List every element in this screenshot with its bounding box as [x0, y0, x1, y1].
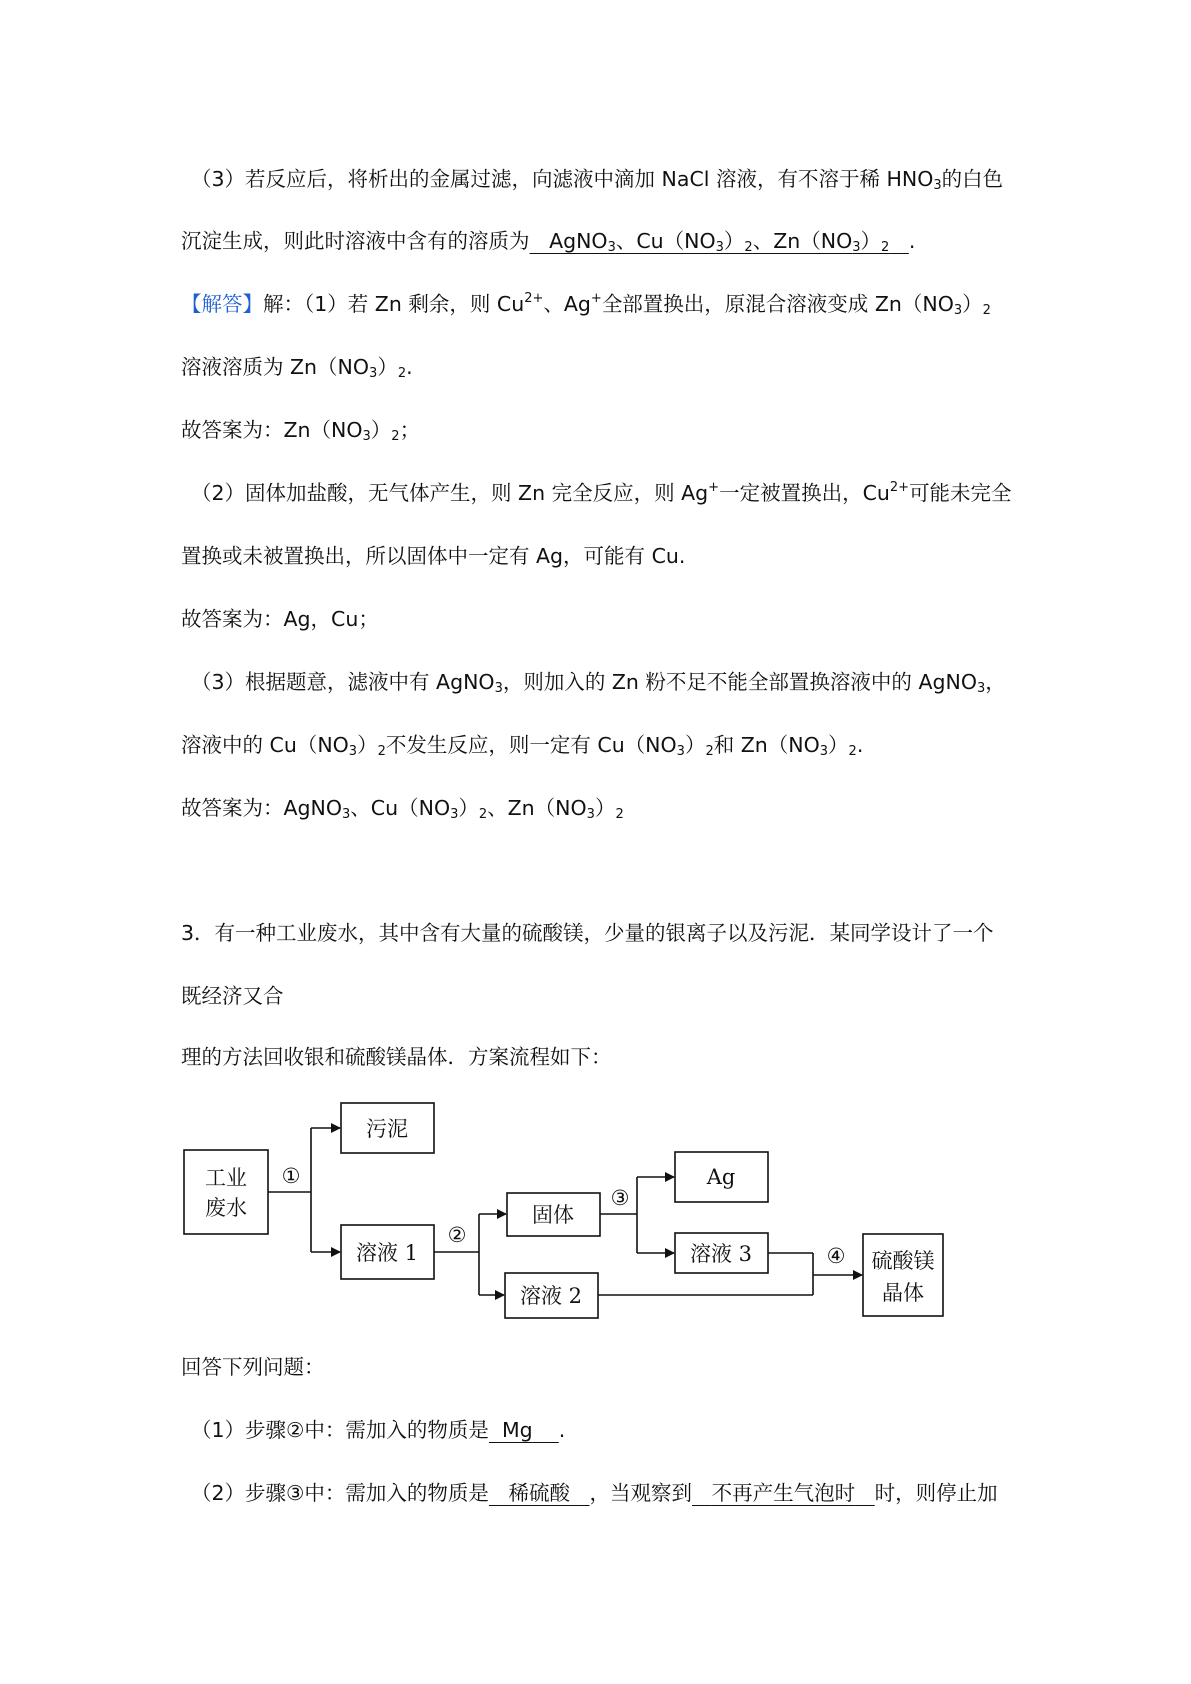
label-sludge: 污泥 — [366, 1117, 408, 1141]
q3-part2: （2）步骤③中：需加入的物质是 稀硫酸 ，当观察到 不再产生气泡时 时，则停止加 — [191, 1481, 998, 1505]
solution-line3: 故答案为：$Zn(NO_3)_2$； — [181, 418, 421, 444]
q2-part3-line1: （3）若反应后，将析出的金属过滤，向滤液中滴加 NaCl 溶液，有不溶于稀 $HNO_3$的白色 — [191, 167, 1004, 193]
step-3-label: ③ — [610, 1186, 630, 1210]
step-2-label: ② — [447, 1223, 467, 1247]
label-solution-2: 溶液 2 — [519, 1284, 583, 1308]
solution-line8: 溶液中的 $Cu(NO_3)_2$不发生反应，则一定有 $Cu(NO_3)_2$和 $Zn(NO_3)_2$. — [181, 733, 864, 759]
label-wastewater-2: 废水 — [205, 1196, 247, 1220]
step-1-label: ① — [281, 1164, 301, 1188]
label-mgso4: 硫酸镁 — [871, 1249, 935, 1273]
label-ag: Ag — [706, 1165, 736, 1189]
label-solution-3: 溶液 3 — [689, 1242, 753, 1266]
q3-stem-line3: 理的方法回收银和硫酸镁晶体．方案流程如下： — [181, 1045, 612, 1069]
solution-line4: （2）固体加盐酸，无气体产生，则 Zn 完全反应，则 Ag+一定被置换出，$Cu^{2+}$可能未完全 — [191, 480, 1012, 505]
q2-part3-answer: AgNO$_3$、$Cu(NO_3)_2$、$Zn(NO_3)_2$ — [549, 229, 890, 255]
solution-tag: 【解答】 — [181, 292, 263, 316]
q3-part1-answer: Mg — [501, 1418, 533, 1442]
step-4-label: ④ — [826, 1244, 846, 1268]
solution-line9: 故答案为：AgNO$_3$、$Cu(NO_3)_2$、$Zn(NO_3)_2$ — [181, 796, 624, 822]
flowchart-diagram — [176, 1095, 956, 1335]
solution-line1: 【解答】解：（1）若 Zn 剩余，则 $Cu^{2+}$、Ag+全部置换出，原混合溶液变成 $Zn(NO_3)_2$ — [181, 291, 991, 318]
q3-stem-line1: 3．有一种工业废水，其中含有大量的硫酸镁，少量的银离子以及污泥．某同学设计了一个 — [181, 921, 994, 945]
label-solid: 固体 — [532, 1203, 574, 1227]
label-solution-1: 溶液 1 — [355, 1241, 419, 1265]
solution-line7: （3）根据题意，滤液中有 AgNO$_3$，则加入的 Zn 粉不足不能全部置换溶液中的 AgNO$_3$， — [191, 670, 1006, 696]
label-wastewater-1: 工业 — [205, 1166, 247, 1190]
q3-part2-answer-1: 稀硫酸 — [508, 1481, 570, 1505]
box-industrial-wastewater — [184, 1150, 268, 1234]
solution-line2: 溶液溶质为 $Zn(NO_3)_2$. — [181, 355, 413, 381]
solution-line6: 故答案为：Ag，Cu； — [181, 607, 379, 631]
q3-stem-line2: 既经济又合 — [181, 984, 284, 1008]
label-crystal: 晶体 — [882, 1281, 924, 1305]
solution-line5: 置换或未被置换出，所以固体中一定有 Ag，可能有 Cu. — [181, 544, 686, 568]
q3-part1: （1）步骤②中：需加入的物质是 Mg . — [191, 1418, 566, 1442]
q3-prompt: 回答下列问题： — [181, 1355, 325, 1379]
q3-part2-answer-2: 不再产生气泡时 — [711, 1481, 856, 1505]
q2-part3-line2: 沉淀生成，则此时溶液中含有的溶质为 AgNO$_3$、$Cu(NO_3)_2$、$Zn(NO_3)_2$ . — [181, 229, 916, 255]
